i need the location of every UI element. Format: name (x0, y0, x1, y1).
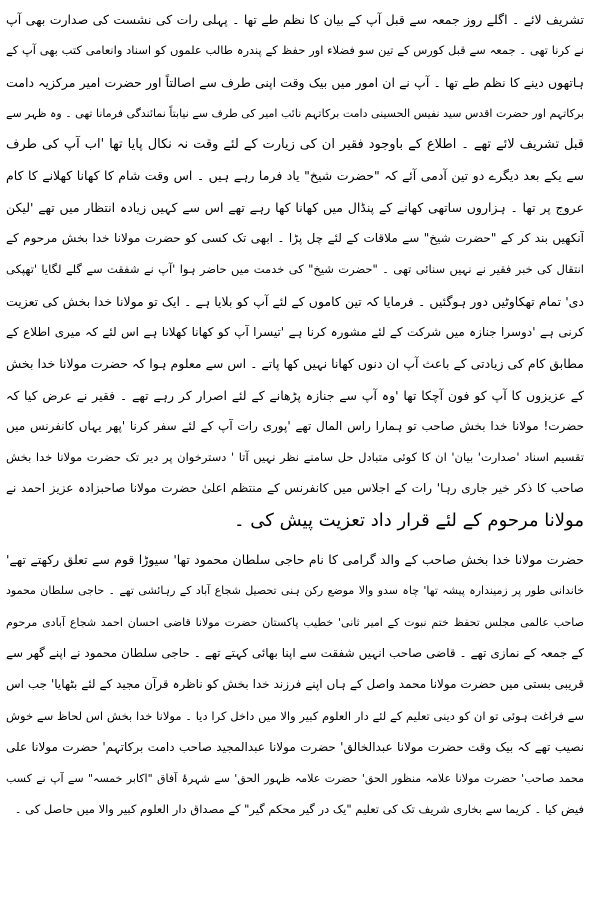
paragraph-gap (6, 536, 584, 544)
text-line: حضرت! مولانا خدا بخش صاحب تو ہمارا راس المال تھے 'پوری رات آپ کے لئے سفر کرنا 'پھر یہاں کانفرنس میں (6, 418, 584, 433)
text-line: صاحب عالمی مجلس تحفظ ختم نبوت کے امیر ثانی' خطیب پاکستان حضرت مولانا قاضی احسان احمد شجاع آبادی مرحوم (6, 615, 584, 629)
text-line: صاحب کا ذکر خیر جاری رہا' رات کے اجلاس میں کانفرنس کے منتظم اعلیٰ حضرت مولانا صاحبزادہ عزیز احمد نے (6, 481, 584, 496)
text-line: خاندانی طور پر زمیندارہ پیشہ تھا' چاہ سدو والا موضع رکن ہنی تحصیل شجاع آباد کے رہائشی تھے ۔ حاجی سلطان محمود (6, 584, 584, 598)
text-line: ہاتھوں دینے کا نظم طے تھا ۔ آپ نے ان امور میں بیک وقت اپنی طرف سے اصالتاً اور حضرت امیر مرکزیہ دامت (6, 74, 584, 90)
text-line: کے جمعہ کے نمازی تھے ۔ قاضی صاحب انہیں شفقت سے اپنا بھائی کہتے تھے ۔ حاجی سلطان محمود نے اپنے گھر سے (6, 645, 584, 660)
paragraph-1 (6, 4, 584, 536)
text-line: فیض کیا ۔ کریما سے بخاری شریف تک کی تعلیم "یک در گیر محکم گیر" کے مصداق دار العلوم کبیر والا میں حاصل کی ۔ (14, 802, 584, 817)
text-line: محمد صاحب' حضرت مولانا علامہ منظور الحق' حضرت علامہ ظہور الحق' سے شہرۂ آفاق "اکابر خمسہ" سے آپ نے کسب (6, 772, 584, 786)
text-line: قبل تشریف لائے تھے ۔ اطلاع کے باوجود فقیر ان کی زیارت کے لئے وقت نہ نکال پایا تھا 'اب آپ کی طرف (6, 137, 584, 153)
paragraph-2 (6, 544, 584, 826)
text-line: دی' تمام تھکاوٹیں دور ہوگئیں ۔ فرمایا کہ تین کاموں کے لئے آپ کو بلایا ہے ۔ ایک تو مولانا خدا بخش کی تعزیت (6, 293, 584, 309)
text-line: حضرت مولانا خدا بخش صاحب کے والد گرامی کا نام حاجی سلطان محمود تھا' سیوڑا قوم سے تعلق رکھتے تھے' (6, 552, 584, 568)
text-line: نصیب تھے کہ بیک وقت حضرت مولانا عبدالخالق' حضرت مولانا عبدالمجید صاحب دامت برکاتہم' حضرت مولانا علی (6, 739, 584, 754)
text-line: مطابق کام کی زیادتی کے باعث آپ ان دنوں کھانا نہیں کھا پاتے ۔ اس سے معلوم ہوا کہ حضرت مولانا خدا بخش (6, 356, 584, 372)
text-line: قریبی بستی میں حضرت مولانا محمد واصل کے ہاں اپنے فرزند خدا بخش کو ناظرہ قرآن مجید کے لئے بٹھایا' جب اس (6, 677, 584, 692)
text-line: عروج پر تھا ۔ ہزاروں ساتھی کھانے کے پنڈال میں کھانا کھا رہے تھے اس سے کہیں زیادہ انتظار میں تھے 'لیکن (6, 199, 584, 215)
text-line: برکاتہم اور حضرت اقدس سید نفیس الحسینی دامت برکاتہم نائب امیر کی طرف سے نیابتاً نمائندگی فرمانا تھی ۔ وہ ظہر سے (6, 106, 584, 120)
text-line: کے عزیزوں کا آپ کو فون آچکا تھا 'وہ آپ سے جنازہ پڑھانے کے لئے اصرار کر رہے تھے ۔ فقیر نے عرض کیا کہ (6, 387, 584, 403)
text-line: کرنی ہے 'دوسرا جنازہ میں شرکت کے لئے مشورہ کرنا ہے 'تیسرا آپ کو کھانا کھلانا ہے اس لئے کہ میری اطلاع کے (6, 324, 584, 339)
text-line: سے فراغت ہوئی تو ان کو دینی تعلیم کے لئے دار العلوم کبیر والا میں داخل کرا دیا ۔ مولانا خدا بخش اس لحاظ سے خوش (6, 708, 584, 723)
text-line: نے کرنا تھی ۔ جمعہ سے قبل کورس کے تین سو فضلاء اور حفظ کے پندرہ طالب علموں کو اسناد وانعامی کتب بھی آپ کے (6, 43, 584, 58)
text-line: انتقال کی خبر فقیر نے نہیں سنائی تھی ۔ "حضرت شیخ" کی خدمت میں حاضر ہوا 'آپ نے شفقت سے گلے لگایا 'تھپکی (6, 262, 584, 277)
text-line: مولانا مرحوم کے لئے قرار داد تعزیت پیش کی ۔ (234, 509, 584, 531)
text-line: تقسیم اسناد 'صدارت' بیان' ان کا کوئی متبادل حل سامنے نظر نہیں آتا ' دسترخوان پر دیر تک حضرت مولانا خدا بخش (6, 450, 584, 465)
text-line: آنکھیں بند کر کے "حضرت شیخ" سے ملاقات کے لئے چل پڑا ۔ ابھی تک کسی کو حضرت مولانا خدا بخش مرحوم کے (6, 231, 584, 246)
text-line: تشریف لائے ۔ اگلے روز جمعہ سے قبل آپ کے بیان کا نظم طے تھا ۔ پہلی رات کی نشست کی صدارت بھی آپ (6, 12, 584, 27)
text-line: سے یکے بعد دیگرے دو تین آدمی آئے کہ "حضرت شیخ" یاد فرما رہے ہیں ۔ اس وقت شام کا کھانا کھلانے کا کام (6, 168, 584, 184)
